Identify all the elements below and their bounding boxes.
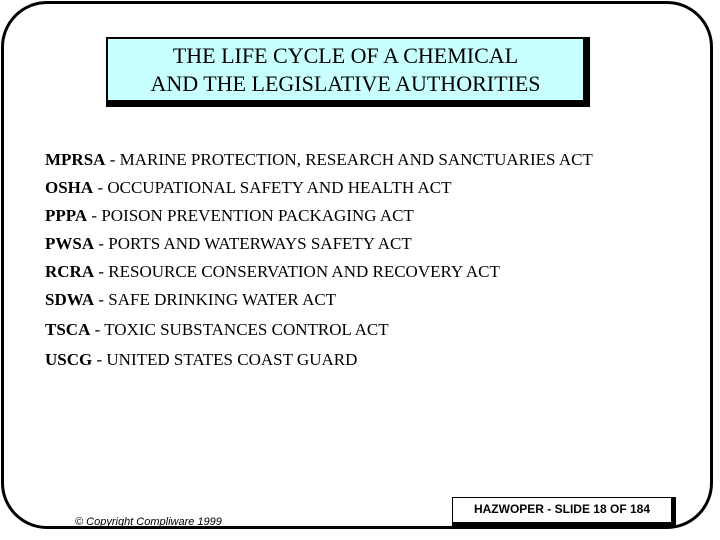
definition-text: - POISON PREVENTION PACKAGING ACT <box>87 206 414 225</box>
definitions-list <box>45 146 705 374</box>
definition-item <box>45 174 705 202</box>
definition-item <box>45 258 705 286</box>
definition-text: - MARINE PROTECTION, RESEARCH AND SANCTUARIES ACT <box>105 150 593 169</box>
definition-item <box>45 202 705 230</box>
copyright-notice: © Copyright Compliware 1999 <box>75 516 222 528</box>
definition-item <box>45 346 705 374</box>
definition-item <box>45 286 705 314</box>
definition-abbr: MPRSA <box>45 150 106 169</box>
definition-text: - SAFE DRINKING WATER ACT <box>94 290 337 309</box>
definition-abbr: SDWA <box>45 290 95 309</box>
definition-text: - TOXIC SUBSTANCES CONTROL ACT <box>90 320 389 339</box>
definition-abbr: USCG <box>45 350 93 369</box>
definition-abbr: OSHA <box>45 178 94 197</box>
slide-title <box>106 37 585 102</box>
definition-text: - OCCUPATIONAL SAFETY AND HEALTH ACT <box>93 178 452 197</box>
definition-abbr: RCRA <box>45 262 95 281</box>
title-line-1: THE LIFE CYCLE OF A CHEMICAL <box>172 42 519 68</box>
title-shadow <box>106 37 590 107</box>
definition-item <box>45 316 705 344</box>
definition-abbr: PPPA <box>45 206 88 225</box>
definition-text: - PORTS AND WATERWAYS SAFETY ACT <box>94 234 412 253</box>
title-line-2: AND THE LEGISLATIVE AUTHORITIES <box>150 70 541 96</box>
definition-text: - UNITED STATES COAST GUARD <box>92 350 358 369</box>
definition-item <box>45 146 705 174</box>
slide-number-shadow <box>452 497 676 527</box>
slide-number-label: HAZWOPER - SLIDE 18 OF 184 <box>452 497 672 523</box>
definition-item <box>45 230 705 258</box>
definition-text: - RESOURCE CONSERVATION AND RECOVERY ACT <box>94 262 500 281</box>
definition-abbr: TSCA <box>45 320 91 339</box>
definition-abbr: PWSA <box>45 234 95 253</box>
